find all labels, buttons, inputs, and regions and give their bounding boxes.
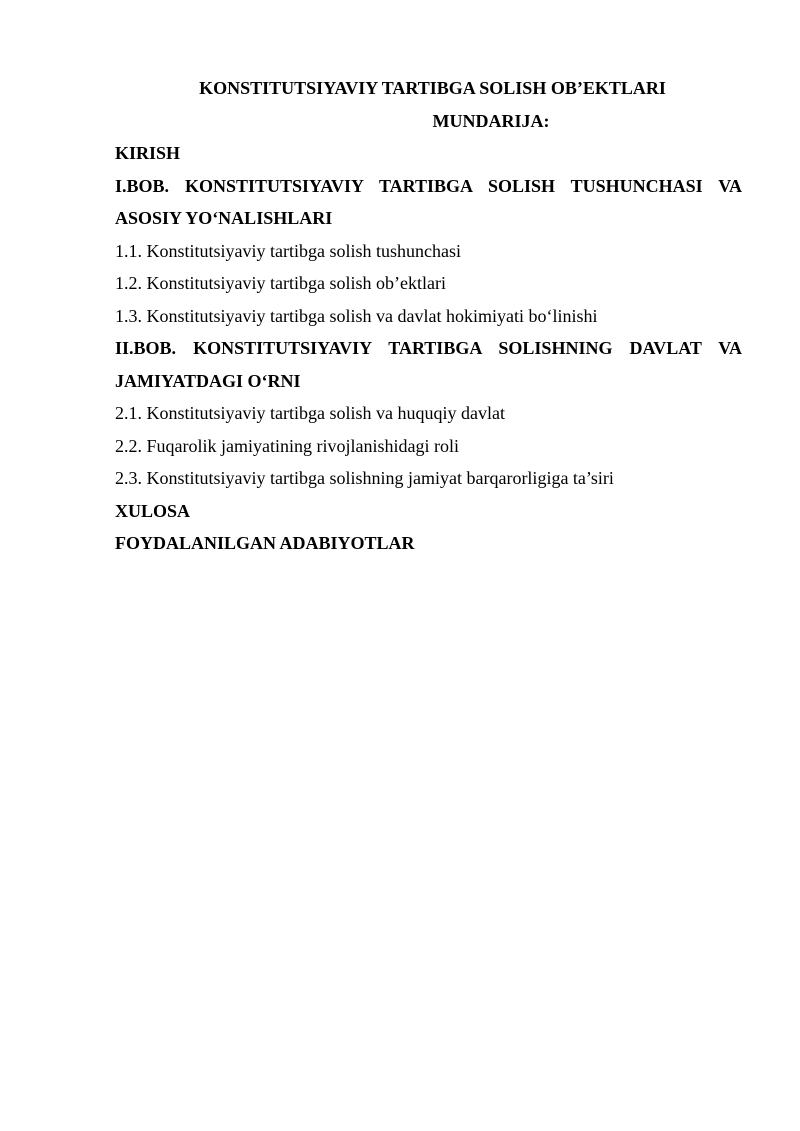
document-page <box>115 72 742 560</box>
toc-item-1-1: 1.1. Konstitutsiyaviy tartibga solish tushunchasi <box>115 240 461 261</box>
chapter2-heading-line2: JAMIYATDAGI O‘RNI <box>115 370 301 391</box>
toc-item-2-3: 2.3. Konstitutsiyaviy tartibga solishning jamiyat barqarorligiga ta’siri <box>115 468 614 488</box>
table-of-contents-heading: MUNDARIJA: <box>432 110 550 131</box>
toc-intro: KIRISH <box>115 143 181 163</box>
toc-references: FOYDALANILGAN ADABIYOTLAR <box>115 533 415 553</box>
chapter1-heading-line1: I.BOB. KONSTITUTSIYAVIY TARTIBGA SOLISH TUSHUNCHASI VA <box>115 175 742 196</box>
toc-item-2-2: 2.2. Fuqarolik jamiyatining rivojlanishidagi roli <box>115 435 459 456</box>
toc-item-1-3: 1.3. Konstitutsiyaviy tartibga solish va davlat hokimiyati bo‘linishi <box>115 305 598 326</box>
document-title: KONSTITUTSIYAVIY TARTIBGA SOLISH OB’EKTLARI <box>199 78 666 98</box>
toc-conclusion: XULOSA <box>115 500 191 521</box>
chapter2-heading-line1: II.BOB. KONSTITUTSIYAVIY TARTIBGA SOLISHNING DAVLAT VA <box>115 338 742 358</box>
toc-item-1-2: 1.2. Konstitutsiyaviy tartibga solish ob’ektlari <box>115 273 446 293</box>
toc-item-2-1: 2.1. Konstitutsiyaviy tartibga solish va huquqiy davlat <box>115 403 505 423</box>
chapter1-heading-line2: ASOSIY YO‘NALISHLARI <box>115 208 333 228</box>
